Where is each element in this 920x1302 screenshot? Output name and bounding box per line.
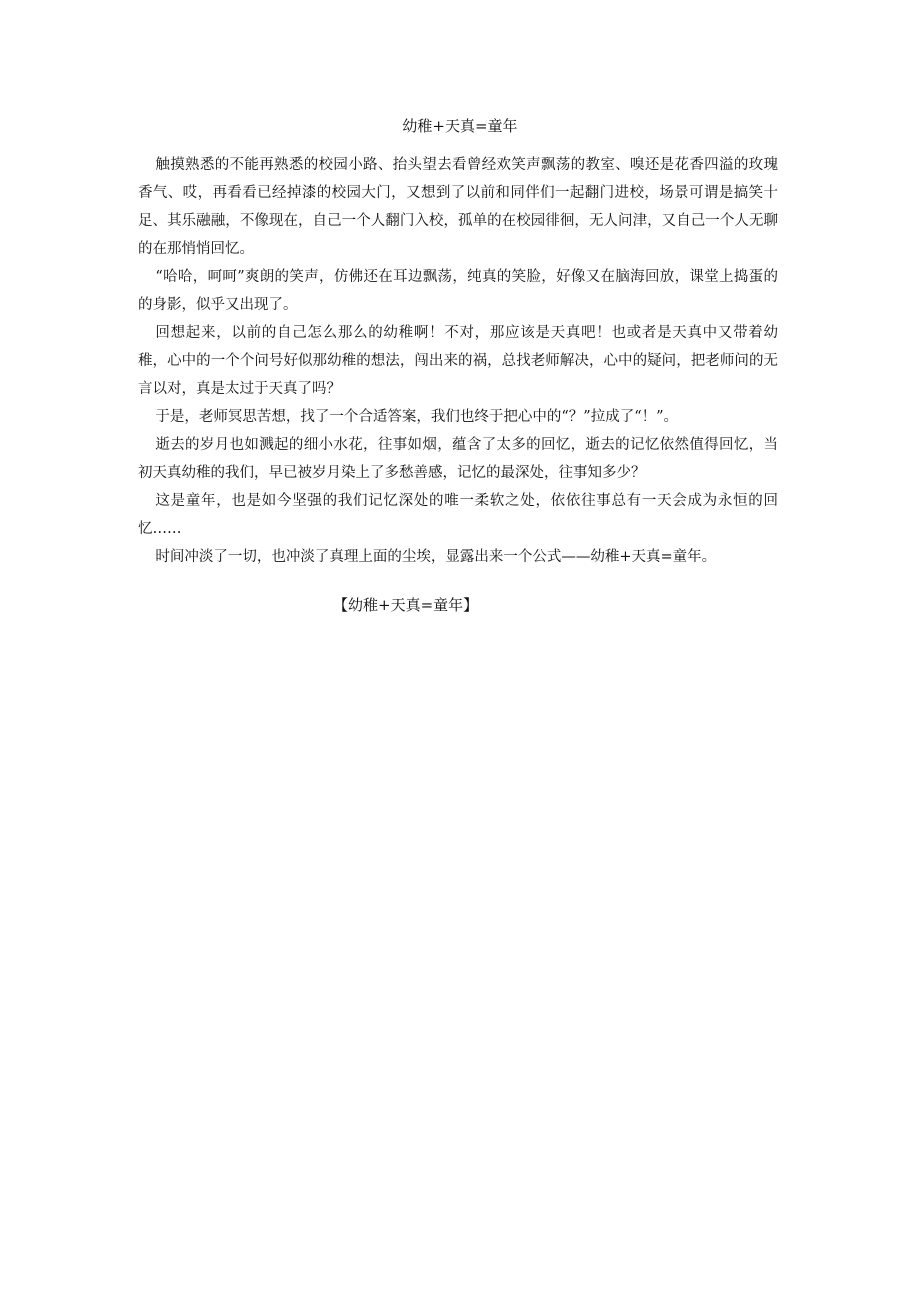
document-body: [138, 151, 778, 571]
paragraph-5: 逝去的岁月也如溅起的细小水花，往事如烟，蕴含了太多的回忆，逝去的记忆依然值得回忆，当初天真幼稚的我们，早已被岁月染上了多愁善感，记忆的最深处，往事知多少？: [138, 437, 778, 481]
paragraph-3: 回想起来，以前的自己怎么那么的幼稚啊！不对，那应该是天真吧！也或者是天真中又带着幼稚，心中的一个个问号好似那幼稚的想法，闯出来的祸，总找老师解决，心中的疑问，把老师问的无言以对，真是太过于天真了吗？: [138, 325, 778, 397]
footer-title: 【幼稚+天真=童年】: [333, 596, 479, 614]
paragraph-7: 时间冲淡了一切，也冲淡了真理上面的尘埃，显露出来一个公式——幼稚+天真=童年。: [155, 549, 717, 565]
paragraph-1: 触摸熟悉的不能再熟悉的校园小路、抬头望去看曾经欢笑声飘荡的教室、嗅还是花香四溢的玫瑰香气、哎，再看看已经掉漆的校园大门，又想到了以前和同伴们一起翻门进校，场景可谓是搞笑十足、其乐融融，不像现在，自己一个人翻门入校，孤单的在校园徘徊，无人问津，又自己一个人无聊的在那悄悄回忆。: [138, 157, 778, 257]
paragraph-2: “哈哈，呵呵”爽朗的笑声，仿佛还在耳边飘荡，纯真的笑脸，好像又在脑海回放，课堂上捣蛋的的身影，似乎又出现了。: [138, 269, 778, 313]
paragraph-4: 于是，老师冥思苦想，找了一个合适答案，我们也终于把心中的“？”拉成了“！”。: [155, 409, 679, 425]
paragraph-6: 这是童年，也是如今坚强的我们记忆深处的唯一柔软之处，依依往事总有一天会成为永恒的回忆……: [138, 493, 778, 537]
document-title: 幼稚+天真=童年: [402, 117, 518, 135]
